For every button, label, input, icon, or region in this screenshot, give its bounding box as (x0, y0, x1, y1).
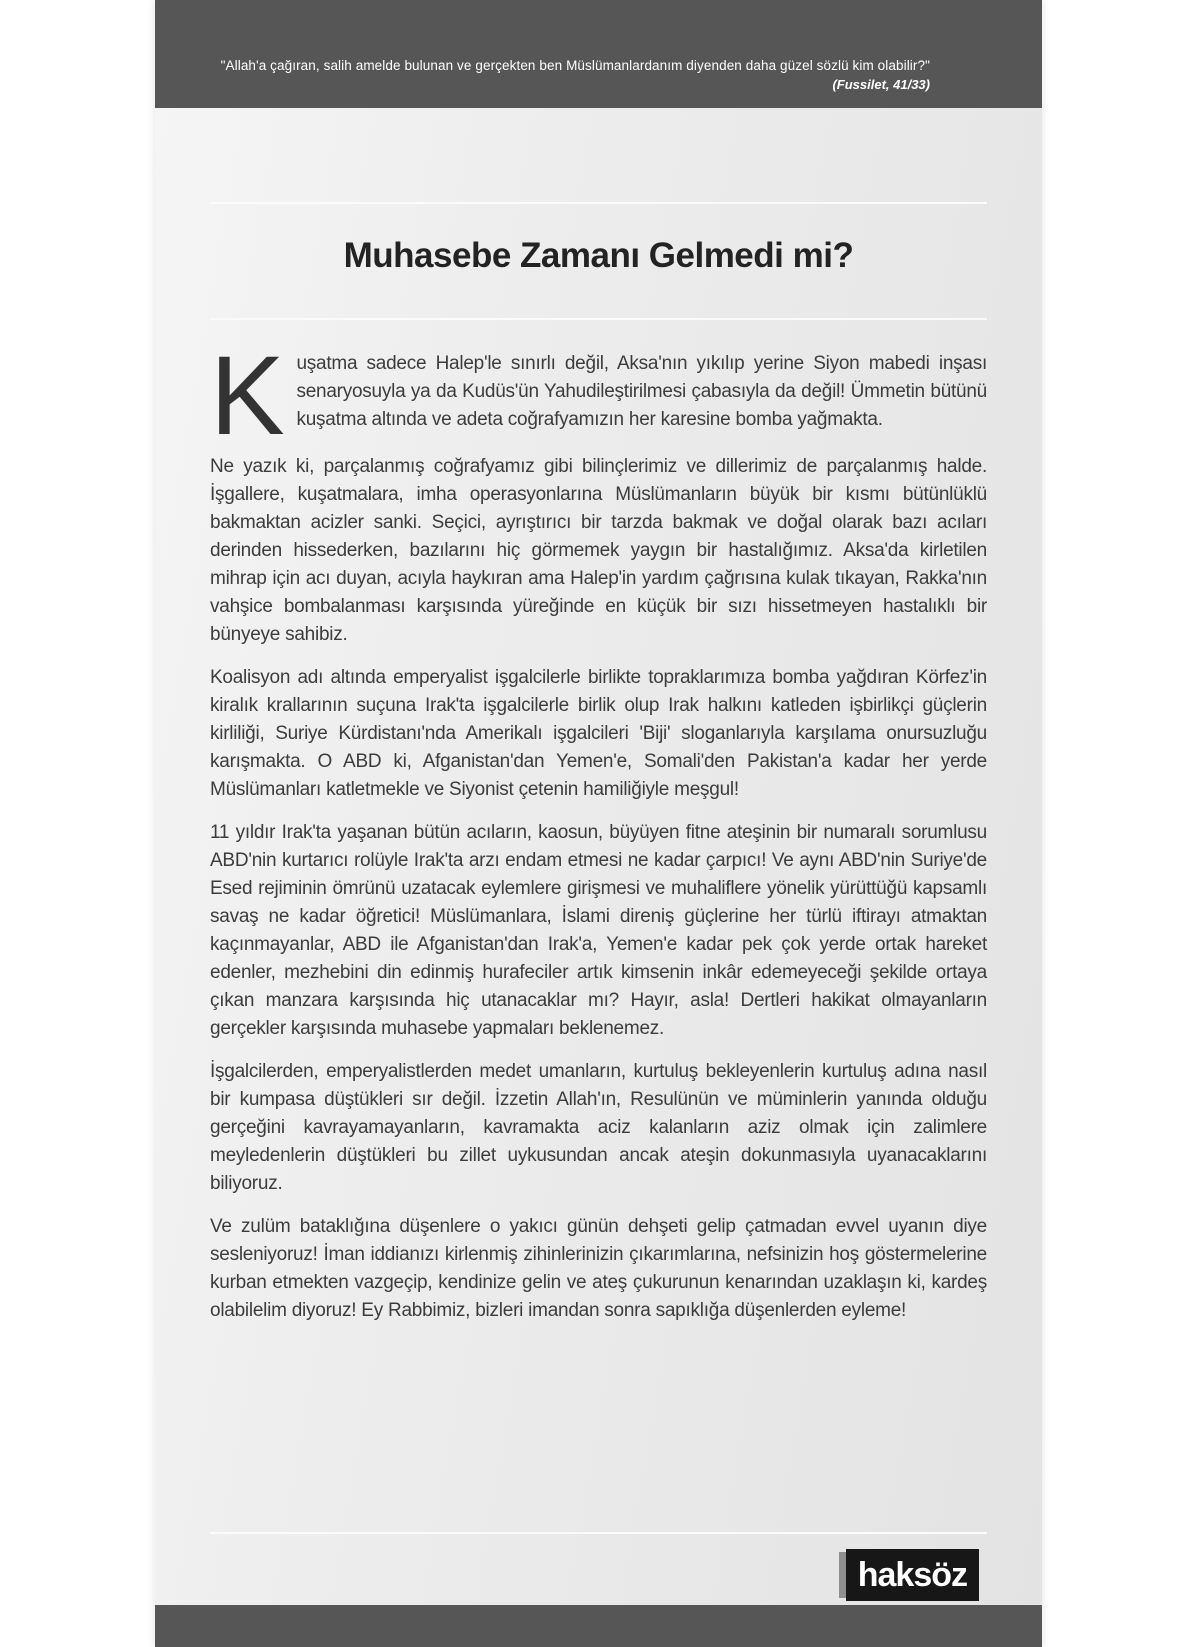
article-body (155, 108, 1042, 1605)
footer-band (155, 1605, 1042, 1647)
haksoz-logo-text: haksöz (846, 1549, 979, 1601)
article-title: Muhasebe Zamanı Gelmedi mi? (343, 236, 854, 275)
paragraph-2: Ne yazık ki, parçalanmış coğrafyamız gibi bilinçlerimiz ve dillerimiz de parçalanmış halde. İşgallere, kuşatmalara, imha operasyonlarına Müslümanların büyük bir kısmı bütünlüklü bakmaktan acizler sanki. Seçici, ayrıştırıcı bir tarzda bakmak ve doğal olarak bazı acıları derinden hissederken, bazılarını hiç görmemek yaygın bir hastalığımız. Aksa'da kirletilen mihrap için acı duyan, acıyla haykıran ama Halep'in yardım çağrısına kulak tıkayan, Rakka'nın vahşice bombalanması karşısında yüreğinde en küçük bir sızı hissetmeyen hastalıklı bir bünyeye sahibiz. (210, 456, 987, 645)
paragraph-6: Ve zulüm bataklığına düşenlere o yakıcı günün dehşeti gelip çatmadan evvel uyanın diye sesleniyoruz! İman iddianızı kirlenmiş zihinlerinizin çıkarımlarına, nefsinizin hoş göstermelerine kurban etmekten vazgeçip, kendinize gelin ve ateş çukurunun kenarından uzaklaşın ki, kardeş olabilelim diyoruz! Ey Rabbimiz, bizleri imandan sonra sapıklığa düşenlerden eyleme! (210, 1216, 987, 1321)
haksoz-logo (839, 1549, 979, 1601)
lead-paragraph (210, 333, 987, 458)
quote-attribution: (Fussilet, 41/33) (832, 77, 930, 92)
divider-below-title (210, 318, 987, 320)
magazine-page (155, 0, 1042, 1647)
paragraph-4: 11 yıldır Irak'ta yaşanan bütün acıların, kaosun, büyüyen fitne ateşinin bir numaralı sorumlusu ABD'nin kurtarıcı rolüyle Irak'ta arzı endam etmesi ne kadar çarpıcı! Ve aynı ABD'nin Suriye'de Esed rejiminin ömrünü uzatacak eylemlere girişmesi ve muhaliflere yönelik yürüttüğü kapsamlı savaş ne kadar öğretici! Müslümanlara, İslami direniş güçlerine her türlü iftirayı atmaktan kaçınmayanlar, ABD ile Afganistan'dan Irak'a, Yemen'e kadar pek çok yerde ortak hareket edenler, mezhebini din edinmiş hurafeciler artık kimsenin inkâr edemeyeceği şekilde ortaya çıkan manzara karşısında hiç utanacaklar mı? Hayır, asla! Dertleri hakikat olmayanların gerçekler karşısında muhasebe yapmaları beklenemez. (210, 822, 987, 1039)
paragraph-3: Koalisyon adı altında emperyalist işgalcilerle birlikte topraklarımıza bomba yağdıran Körfez'in kiralık krallarının suçuna Irak'ta işgalcilerle birlik olup Irak halkını katleden işbirlikçi güçlerin kirliliği, Suriye Kürdistanı'nda Amerikalı işgalcileri 'Biji' sloganlarıyla karşılama onursuzluğu karışmakta. O ABD ki, Afganistan'dan Yemen'e, Somali'den Pakistan'a kadar her yerde Müslümanları katletmekle ve Siyonist çetenin hamiliğiyle meşgul! (210, 667, 987, 800)
paragraph-5: İşgalcilerden, emperyalistlerden medet umanların, kurtuluş bekleyenlerin kurtuluş adına nasıl bir kumpasa düştükleri sır değil. İzzetin Allah'ın, Resulünün ve müminlerin yanında olduğu gerçeğini kavrayamayanların, kavramakta aciz kalanların aziz olmak için zalimlere meyledenlerin düştükleri bu zillet uykusundan ancak ateşin dokunmasıyla uyanacaklarını biliyoruz. (210, 1061, 987, 1194)
quote-banner (155, 0, 1042, 108)
page-footer-area (210, 1532, 987, 1605)
drop-cap: K (210, 333, 285, 458)
divider-bottom (210, 1532, 987, 1534)
logo-row (210, 1549, 979, 1601)
lead-paragraph-text: uşatma sadece Halep'le sınırlı değil, Aksa'nın yıkılıp yerine Siyon mabedi inşası senaryosuyla ya da Kudüs'ün Yahudileştirilmesi çabasıyla da değil! Ümmetin bütünü kuşatma altında ve adeta coğrafyamızın her karesine bomba yağmakta. (296, 353, 987, 430)
quote-text: "Allah'a çağıran, salih amelde bulunan ve gerçekten ben Müslümanlardanım diyenden daha güzel sözlü kim olabilir?" (220, 58, 930, 73)
divider-above-title (210, 202, 987, 204)
haksoz-logo-spine (839, 1552, 846, 1598)
